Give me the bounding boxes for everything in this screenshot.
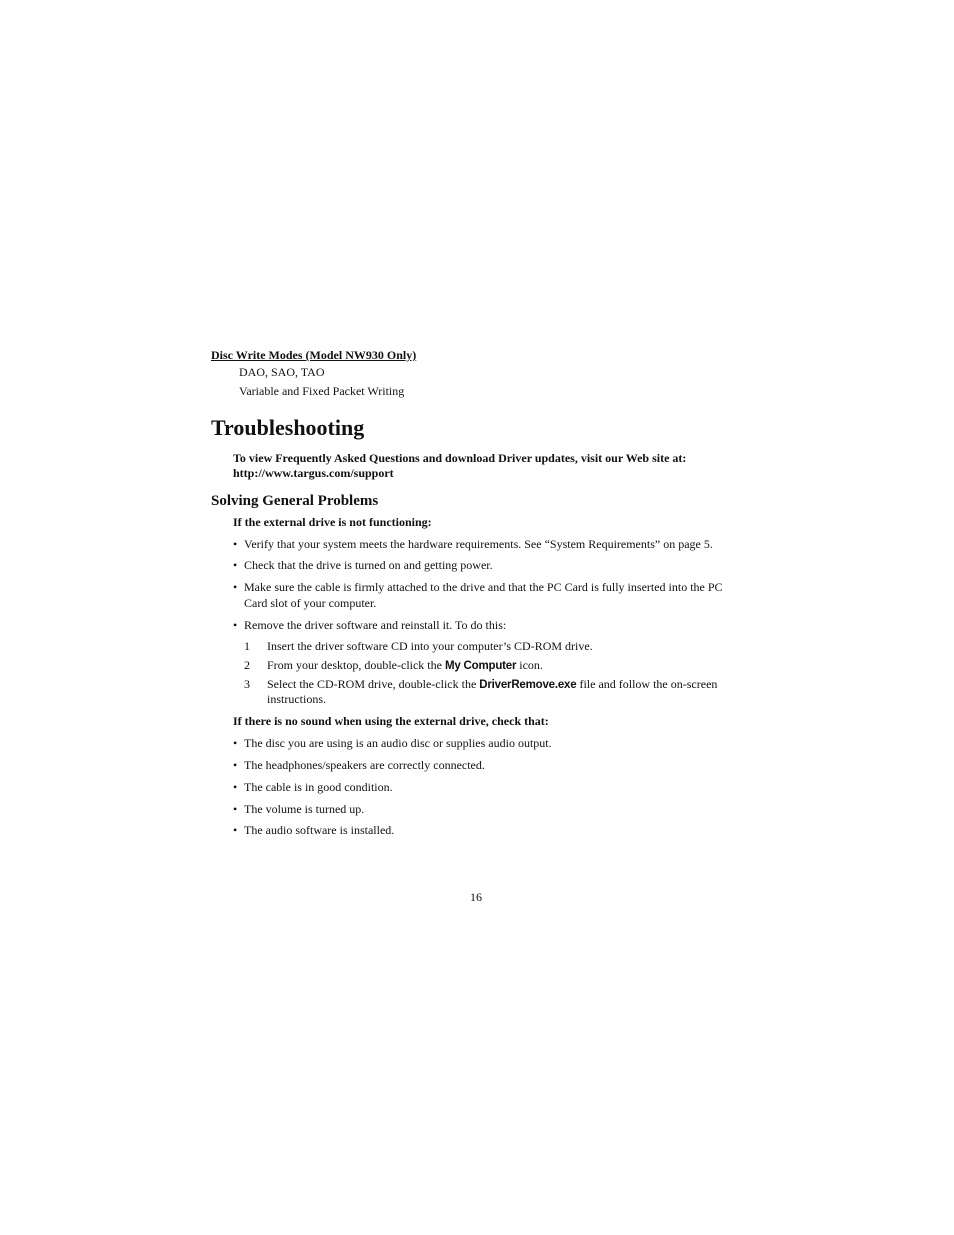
list-item [233,537,713,552]
list-item [233,580,723,595]
support-link[interactable]: http://www.targus.com/support [233,466,394,480]
bullet-icon: • [233,618,238,632]
list-item-text: The volume is turned up. [244,802,365,816]
list-item [233,558,493,573]
list-item-text: Card slot of your computer. [244,596,377,610]
section-title: Troubleshooting [211,415,365,440]
list-item [233,780,393,795]
question-heading: If there is no sound when using the external drive, check that: [233,714,549,728]
bullet-icon: • [233,758,238,772]
step-text [267,677,717,693]
list-item-text: The cable is in good condition. [244,780,393,794]
list-item [233,823,395,838]
ui-term-my-computer: My Computer [444,660,517,672]
list-item-text: Make sure the cable is firmly attached to the drive and that the PC Card is fully inserted into the PC [244,580,723,594]
bullet-icon: • [233,580,238,594]
write-modes-heading: Disc Write Modes (Model NW930 Only) [211,348,417,362]
page-number: 16 [470,890,482,904]
question-heading: If the external drive is not functioning: [233,515,432,529]
step-number: 1 [244,639,250,653]
list-item-text: Remove the driver software and reinstall it. To do this: [244,618,507,632]
step-number: 2 [244,658,250,672]
write-modes-line: Variable and Fixed Packet Writing [239,384,405,398]
list-item-text: The disc you are using is an audio disc or supplies audio output. [244,736,552,750]
step-text-part: icon. [519,658,543,672]
list-item [233,618,507,633]
write-modes-line: DAO, SAO, TAO [239,365,325,379]
list-item [233,758,485,773]
step-text-part: Select the CD-ROM drive, double-click the [267,677,477,691]
bullet-icon: • [233,780,238,794]
ui-term-driver-remove: DriverRemove.exe [479,679,577,691]
bullet-icon: • [233,736,238,750]
step-text-part: file and follow the on-screen [579,677,718,691]
step-number: 3 [244,677,250,691]
subsection-title: Solving General Problems [211,493,379,509]
bullet-icon: • [233,537,238,551]
step-text [267,658,543,674]
step-text-part: From your desktop, double-click the [267,658,442,672]
list-item [233,802,365,817]
intro-text: To view Frequently Asked Questions and download Driver updates, visit our Web site at: [233,451,687,465]
step-text: Insert the driver software CD into your computer’s CD-ROM drive. [267,639,593,653]
list-item-text: The audio software is installed. [244,823,395,837]
list-item-text: Check that the drive is turned on and getting power. [244,558,493,572]
bullet-icon: • [233,823,238,837]
bullet-icon: • [233,802,238,816]
bullet-icon: • [233,558,238,572]
list-item [233,736,552,751]
list-item-text: The headphones/speakers are correctly connected. [244,758,485,772]
list-item-text: Verify that your system meets the hardware requirements. See “System Requirements” on page 5. [244,537,713,551]
step-text: instructions. [267,692,326,706]
